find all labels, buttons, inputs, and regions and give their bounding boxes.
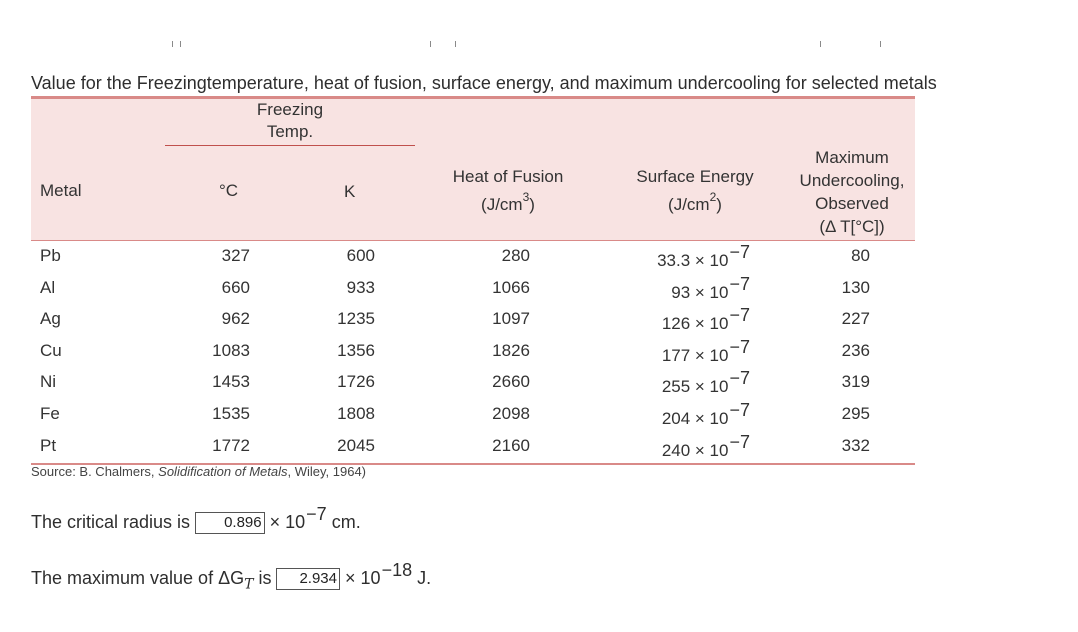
celsius-cell: 327 (221, 246, 250, 265)
surface-energy-exponent: −7 (729, 274, 750, 294)
metal-cell: Al (40, 278, 56, 297)
max-undercooling-cell: 319 (841, 372, 870, 391)
heat-unit-base: (J/cm (481, 195, 523, 214)
kelvin-cell: 2045 (337, 436, 375, 455)
surface-energy-exponent: −7 (729, 337, 750, 357)
kelvin-cell: 933 (346, 278, 375, 297)
max-undercooling-cell: 332 (841, 436, 870, 455)
surface-energy-mantissa: 93 × 10 (671, 283, 729, 302)
critical-radius-unit: cm. (331, 512, 361, 532)
surface-energy-cell (630, 337, 750, 367)
heat-of-fusion-header (438, 166, 578, 216)
kelvin-cell: 1808 (337, 404, 375, 423)
heat-of-fusion-cell: 1826 (492, 341, 530, 360)
kelvin-cell: 1726 (337, 372, 375, 391)
crop-mark (430, 41, 431, 47)
max-delta-g-unit: J. (417, 568, 432, 588)
celsius-cell: 1772 (212, 436, 250, 455)
surface-header-line1: Surface Energy (636, 167, 754, 186)
surface-energy-cell (630, 400, 750, 430)
crop-mark (820, 41, 821, 47)
max-delta-g-label: The maximum value of ΔG (31, 568, 245, 588)
freezing-header-line1: Freezing (256, 100, 324, 119)
surface-energy-exponent: −7 (729, 432, 750, 452)
crop-mark (172, 41, 173, 47)
freezing-header-line2: Temp. (266, 122, 314, 141)
max-undercooling-cell: 227 (841, 309, 870, 328)
surface-energy-mantissa: 177 × 10 (661, 346, 729, 365)
max-undercooling-cell: 295 (841, 404, 870, 423)
surface-energy-exponent: −7 (729, 400, 750, 420)
max-delta-g-times: × 10 (345, 568, 381, 588)
max-delta-g-is: is (253, 568, 272, 588)
surface-energy-mantissa: 255 × 10 (661, 377, 729, 396)
max-delta-g-subscript: T (244, 576, 254, 593)
heat-header-unit (438, 190, 578, 216)
table-caption: Value for the Freezingtemperature, heat of fusion, surface energy, and maximum undercooling for selected metals (31, 73, 937, 93)
surface-unit-end: ) (716, 195, 722, 214)
critical-radius-label: The critical radius is (31, 512, 191, 532)
celsius-header: °C (219, 181, 239, 200)
surface-energy-cell (630, 368, 750, 398)
max-header-line2: Undercooling, (799, 171, 905, 190)
critical-radius-value-box[interactable]: 0.896 (195, 512, 265, 534)
surface-energy-mantissa: 126 × 10 (661, 314, 729, 333)
celsius-cell: 1453 (212, 372, 250, 391)
surface-unit-base: (J/cm (668, 195, 710, 214)
max-delta-g-value-box[interactable]: 2.934 (276, 568, 340, 590)
surface-energy-exponent: −7 (729, 368, 750, 388)
heat-unit-end: ) (529, 195, 535, 214)
surface-energy-cell (630, 432, 750, 462)
surface-energy-mantissa: 240 × 10 (661, 441, 729, 460)
surface-energy-cell (630, 242, 750, 272)
metal-header: Metal (40, 181, 82, 200)
surface-energy-mantissa: 204 × 10 (661, 409, 729, 428)
heat-header-line1: Heat of Fusion (452, 167, 564, 186)
critical-radius-line (31, 504, 361, 534)
celsius-cell: 660 (221, 278, 250, 297)
heat-unit-exp: 3 (522, 190, 530, 205)
metal-cell: Pb (40, 246, 61, 265)
table-header-rule (31, 240, 915, 241)
max-undercooling-cell: 80 (851, 246, 870, 265)
source-end: , Wiley, 1964) (287, 464, 367, 479)
heat-of-fusion-cell: 2160 (492, 436, 530, 455)
celsius-cell: 962 (221, 309, 250, 328)
max-undercooling-cell: 130 (841, 278, 870, 297)
surface-energy-exponent: −7 (729, 305, 750, 325)
heat-of-fusion-cell: 1066 (492, 278, 530, 297)
kelvin-cell: 600 (346, 246, 375, 265)
source-title: Solidification of Metals (158, 464, 288, 479)
kelvin-cell: 1235 (337, 309, 375, 328)
max-delta-g-exponent: −18 (381, 560, 413, 580)
heat-of-fusion-cell: 2098 (492, 404, 530, 423)
max-undercooling-cell: 236 (841, 341, 870, 360)
celsius-cell: 1535 (212, 404, 250, 423)
crop-mark (180, 41, 181, 47)
max-header-line3: Observed (815, 194, 889, 213)
freezing-temp-rule (165, 145, 415, 146)
source-note (31, 464, 366, 479)
heat-of-fusion-cell: 280 (501, 246, 530, 265)
critical-radius-exponent: −7 (306, 504, 327, 524)
celsius-cell: 1083 (212, 341, 250, 360)
metal-cell: Cu (40, 341, 62, 360)
max-header-line4: (Δ T[°C]) (819, 217, 885, 236)
heat-of-fusion-cell: 1097 (492, 309, 530, 328)
crop-mark (455, 41, 456, 47)
kelvin-cell: 1356 (337, 341, 375, 360)
source-text: Source: B. Chalmers, (31, 464, 159, 479)
kelvin-header: K (344, 182, 356, 201)
critical-radius-times: × 10 (269, 512, 306, 532)
max-undercooling-header (788, 146, 916, 238)
metal-cell: Fe (40, 404, 60, 423)
crop-mark (880, 41, 881, 47)
surface-energy-exponent: −7 (729, 242, 750, 262)
max-delta-g-line (31, 560, 432, 593)
surface-header-unit (620, 190, 770, 216)
surface-energy-cell (630, 274, 750, 304)
heat-of-fusion-cell: 2660 (492, 372, 530, 391)
max-header-line1: Maximum (815, 148, 889, 167)
surface-unit-exp: 2 (709, 190, 717, 205)
surface-energy-header (620, 166, 770, 216)
metal-cell: Ni (40, 372, 57, 391)
table-top-rule (31, 96, 915, 99)
metal-cell: Ag (40, 309, 61, 328)
metal-cell: Pt (40, 436, 57, 455)
surface-energy-mantissa: 33.3 × 10 (657, 251, 729, 270)
freezing-temp-header (240, 99, 340, 143)
surface-energy-cell (630, 305, 750, 335)
